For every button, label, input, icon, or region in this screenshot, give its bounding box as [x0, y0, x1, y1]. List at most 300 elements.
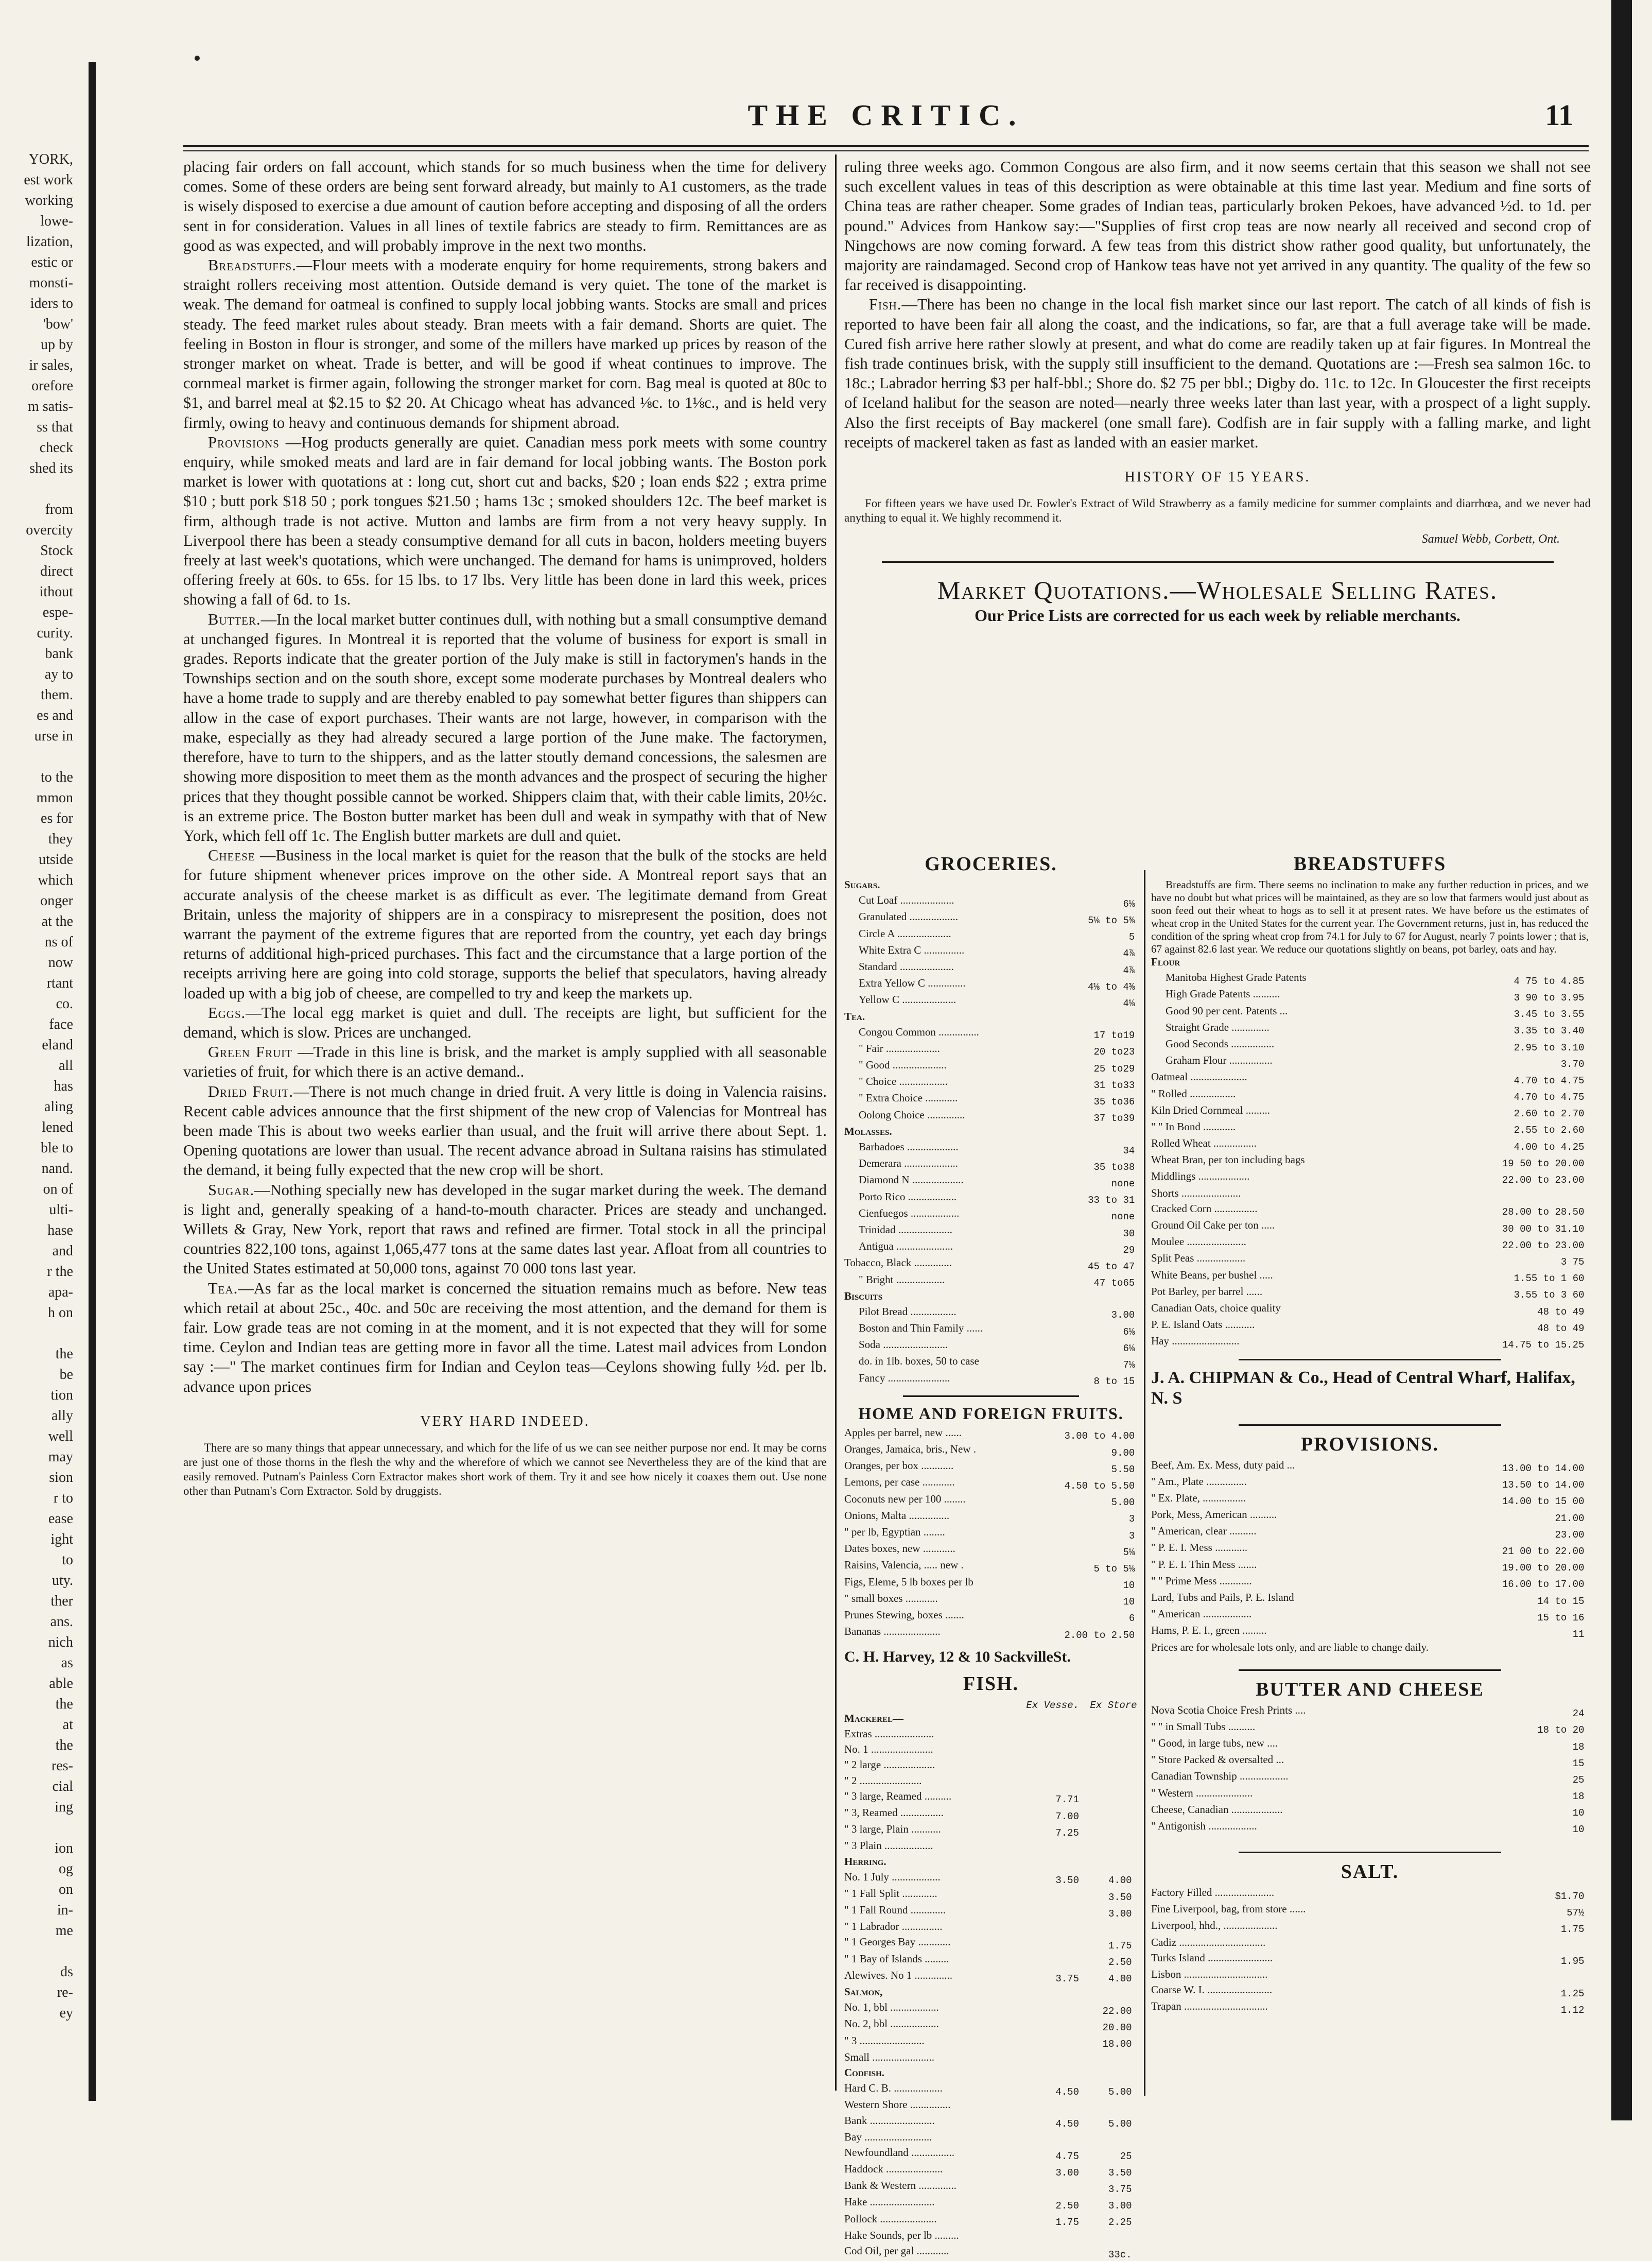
page-number: 11 — [1545, 98, 1573, 132]
price-store: 5.00 — [1108, 2086, 1132, 2098]
paragraph-dried-fruit — [183, 1082, 827, 1180]
price-item: Graham Flour ................ — [1166, 1054, 1273, 1067]
price-row — [844, 1806, 1138, 1823]
price-value: 18 to 20 — [1537, 1724, 1585, 1736]
price-item: " Store Packed & oversalted ... — [1151, 1753, 1284, 1766]
price-item: " Bright .................. — [859, 1273, 945, 1286]
price-row — [1151, 1153, 1589, 1170]
price-item: Hams, P. E. I., green ......... — [1151, 1624, 1267, 1637]
paragraph-butter — [183, 610, 827, 845]
price-row — [1151, 1753, 1589, 1770]
price-store: 3.00 — [1108, 1908, 1132, 1920]
price-item: Boston and Thin Family ...... — [859, 1322, 983, 1335]
price-item: " 1 Bay of Islands ......... — [844, 1952, 949, 1965]
price-row — [844, 1592, 1138, 1609]
price-row — [844, 1141, 1138, 1157]
price-row — [1151, 1071, 1589, 1087]
price-store: 4.00 — [1108, 1875, 1132, 1887]
price-value: 48 to 49 — [1537, 1322, 1585, 1334]
price-value: 3.00 — [1111, 1309, 1135, 1321]
left-gutter-fragments — [0, 0, 77, 2120]
price-row — [844, 1871, 1138, 1887]
gutter-fragment: re- — [57, 1984, 73, 2000]
price-value: 13.00 to 14.00 — [1502, 1463, 1585, 1475]
gutter-fragment: they — [48, 831, 73, 847]
price-item: Tea. — [844, 1010, 865, 1023]
price-item: " Antigonish .................. — [1151, 1819, 1257, 1832]
rule — [1239, 1669, 1501, 1671]
price-row — [844, 1493, 1138, 1509]
price-value: 2.60 to 2.70 — [1514, 1108, 1585, 1120]
price-item: " Good .................... — [859, 1059, 947, 1072]
price-store: 4.00 — [1108, 1973, 1132, 1985]
gutter-fragment: curity. — [37, 625, 73, 641]
price-item: Pilot Bread ................. — [859, 1305, 957, 1318]
fish-col-store: Ex Store — [1090, 1700, 1137, 1712]
price-row — [844, 1092, 1138, 1108]
gutter-fragment: ther — [50, 1593, 73, 1609]
price-row — [844, 1443, 1138, 1459]
price-value: 16.00 to 17.00 — [1502, 1579, 1585, 1591]
gutter-fragment: ally — [51, 1408, 73, 1424]
price-row — [1151, 1318, 1589, 1335]
price-row — [1151, 1575, 1589, 1591]
price-item: " Choice .................. — [859, 1075, 948, 1088]
price-value: 19 50 to 20.00 — [1502, 1158, 1585, 1169]
gutter-fragment: the — [55, 1696, 73, 1712]
price-value: 20 to23 — [1093, 1046, 1135, 1058]
fish-col-header — [844, 1698, 1138, 1712]
price-store: 20.00 — [1102, 2022, 1132, 2033]
price-item: Lard, Tubs and Pails, P. E. Island — [1151, 1591, 1294, 1603]
price-value: 22.00 to 23.00 — [1502, 1239, 1585, 1251]
price-row — [1151, 1968, 1589, 1983]
gutter-fragment: which — [38, 872, 73, 888]
price-item: Prunes Stewing, boxes ....... — [844, 1608, 964, 1621]
price-value: 37 to39 — [1093, 1113, 1135, 1125]
gutter-fragment: may — [48, 1449, 73, 1465]
price-item: Diamond N ................... — [859, 1173, 964, 1186]
groceries-title: GROCERIES. — [925, 853, 1057, 875]
price-store: 25 — [1120, 2150, 1132, 2162]
gutter-fragment: ans. — [50, 1614, 73, 1630]
price-row — [844, 1059, 1138, 1075]
price-value: 9.00 — [1111, 1447, 1135, 1459]
price-row — [1151, 1475, 1589, 1492]
price-item: Shorts ...................... — [1151, 1186, 1241, 1199]
price-row — [844, 1936, 1138, 1952]
price-item: Bay ......................... — [844, 2130, 932, 2143]
price-row — [1151, 1903, 1589, 1919]
butter-title: BUTTER AND CHEESE — [1256, 1678, 1484, 1700]
price-value: 6⅛ — [1123, 1326, 1135, 1338]
provisions-note: Prices are for wholesale lots only, and are liable to change daily. — [1151, 1641, 1429, 1653]
gutter-fragment: m satis- — [28, 399, 73, 415]
fruits-dealer: C. H. Harvey, 12 & 10 SackvilleSt. — [844, 1648, 1071, 1666]
price-item: " P. E. I. Mess ............ — [1151, 1541, 1248, 1554]
gutter-fragment: tion — [50, 1387, 73, 1403]
price-item: Extra Yellow C .............. — [859, 977, 966, 990]
price-item: Flour — [1151, 956, 1180, 968]
price-item: Molasses. — [844, 1125, 892, 1137]
gutter-fragment: r the — [47, 1264, 73, 1280]
heading-green-fruit: Green Fruit — [208, 1043, 292, 1061]
column-2 — [844, 157, 1591, 625]
price-value: 6⅛ — [1123, 1342, 1135, 1354]
gutter-fragment: to — [62, 1552, 73, 1568]
column-rule-1 — [835, 154, 837, 2091]
price-item: " 3 ........................ — [844, 2034, 925, 2047]
gutter-fragment: the — [55, 1346, 73, 1362]
price-row — [1151, 1525, 1589, 1541]
price-row — [1151, 1936, 1589, 1952]
price-row — [844, 2163, 1138, 2179]
paragraph-tea — [183, 1279, 827, 1396]
price-value: 30 — [1123, 1228, 1135, 1239]
price-row — [1151, 1302, 1589, 1318]
price-item: Pollock ..................... — [844, 2212, 937, 2225]
price-item: Dates boxes, new ............ — [844, 1542, 955, 1555]
text-dried-fruit: —There is not much change in dried fruit. A very little is doing in Valencia raisins. Recent cable advices announce that the first shipment of the new crop of Valencias for Montreal has been made This is about two weeks earlier than usual, and the fruit will arrive there about Sept. 1. Opening quotations are lower than usual. The recent advance abroad in Sultana raisins has stimulated the demand, it being fully expected that the new crop will be short. — [183, 1082, 827, 1179]
price-row — [1151, 1983, 1589, 2000]
price-row — [844, 1758, 1138, 1774]
price-store: 1.75 — [1108, 1940, 1132, 1952]
price-value: 18 — [1572, 1791, 1585, 1803]
text-sugar: —Nothing specially new has developed in the sugar market during the week. The demand is light and, generally speaking of a hand-to-mouth character. Prices are steady and unchanged. Willets & Gray, New York, report that raws and refined are firmer. Total stock in all the principal countries 822,100 tons, against 1,065,477 tons at the same dates last year. Afloat from all countries to the United States estimated at 50,000 tons, against 70 000 tons last year. — [183, 1181, 827, 1278]
price-store: 3.50 — [1108, 2167, 1132, 2179]
price-row — [1151, 1952, 1589, 1968]
price-item: Lisbon ............................... — [1151, 1968, 1268, 1980]
price-item: Coarse W. I. ........................ — [1151, 1983, 1273, 1996]
gutter-fragment: sion — [49, 1470, 73, 1486]
price-item: Oranges, per box ............ — [844, 1459, 954, 1472]
gutter-fragment: shed its — [29, 460, 73, 476]
price-item: Hake ........................ — [844, 2196, 935, 2208]
price-value: 47 to65 — [1093, 1278, 1135, 1289]
gutter-fragment: as — [61, 1655, 73, 1671]
gutter-fragment: espe- — [42, 605, 73, 620]
binding-edge-right — [1611, 0, 1632, 2120]
gutter-fragment: overcity — [26, 522, 73, 538]
paragraph-tea-cont: ruling three weeks ago. Common Congous are also firm, and it now seems certain that this season we shall not see such excellent values in teas of this description as were obtainable at this time last year. Medium and fine sorts of China teas are rather cheaper. Some grades of Indian teas, particularly broken Pekoes, have advanced ½d. to 1d. per pound." Advices from Hankow say:—"Supplies of first crop teas are now nearly all received and second crop of Ningchows are now coming forward. A few teas from this district show rather good quality, but unfortunately, the majority are raindamaged. Second crop of Hankow teas have not yet arrived in any quantity. The quality of the few so far received is disappointing. — [844, 158, 1591, 294]
gutter-fragment: at — [62, 1717, 73, 1733]
price-row — [844, 1256, 1138, 1273]
price-row — [844, 1969, 1138, 1986]
price-value: 22.00 to 23.00 — [1502, 1175, 1585, 1186]
price-item: " " In Bond ............ — [1151, 1120, 1236, 1133]
notice-body-corn: There are so many things that appear unnecessary, and which for the life of us we can see neither purpose nor end. It may be corns are just one of those thorns in the flesh the why and the wherefore of which we cannot see Nevertheless they are of the kind that are easily removed. Putnam's Painless Corn Extractor makes short work of them. Try it and see how nicely it coaxes them out. Use none other than Putnam's Corn Extractor. Sold by druggists. — [183, 1441, 827, 1497]
gutter-fragment: aling — [44, 1099, 73, 1115]
provisions-list — [1151, 1459, 1589, 1641]
price-value: 11 — [1572, 1628, 1585, 1640]
gutter-fragment: ey — [59, 2005, 73, 2021]
price-row — [1151, 1335, 1589, 1351]
price-item: Coconuts new per 100 ........ — [844, 1492, 966, 1505]
price-row — [1151, 1803, 1589, 1820]
text-eggs: —The local egg market is quiet and dull. The receipts are light, but sufficient for the demand, which is slow. Prices are unchanged. — [183, 1004, 827, 1041]
text-provisions: —Hog products generally are quiet. Canadian mess pork meets with some country enquiry, while smoked meats and lard are in fair demand for local jobbing wants. The Boston pork market is lower with quotations at : long cut, short cut and backs, $20 ; loan ends $22 ; extra prime $10 ; butt pork $18 50 ; pork tongues $21.50 ; hams 13c ; smoked shoulders 12c. The beef market is firm, although trade is not active. Mutton and lambs are firm from a not very heavy supply. In Liverpool there has been a steady consumptive demand for all cuts in bacon, holders meeting buyers freely at last week's quotations, which were unchanged. The demand for hams is unimproved, holders offering freely at 60s. to 65s. for 15 lbs. to 17 lbs. Very little has been done in lard this week, prices showing a fall of 6d. to 1s. — [183, 433, 827, 609]
heading-sugar: Sugar. — [208, 1181, 255, 1199]
gutter-fragment: and — [52, 1243, 73, 1259]
breadstuffs-title: BREADSTUFFS — [1293, 853, 1447, 875]
price-row — [1151, 956, 1589, 971]
price-row — [844, 910, 1138, 927]
gutter-fragment: ble to — [41, 1140, 73, 1156]
price-row — [844, 2229, 1138, 2245]
gutter-fragment: at the — [41, 913, 73, 929]
price-value: 35 to36 — [1093, 1096, 1135, 1108]
price-value: 4⅛ — [1123, 997, 1135, 1009]
heading-tea: Tea. — [208, 1279, 238, 1297]
price-item: Ground Oil Cake per ton ..... — [1151, 1219, 1275, 1231]
price-value: 3.45 to 3.55 — [1514, 1009, 1585, 1021]
gutter-fragment: h on — [48, 1305, 73, 1321]
heading-cheese: Cheese — [208, 847, 255, 865]
gutter-fragment — [0, 1323, 77, 1344]
price-row — [1151, 1137, 1589, 1153]
price-vessel: 3.00 — [1055, 2167, 1079, 2179]
price-value: 3.35 to 3.40 — [1514, 1025, 1585, 1037]
price-row — [844, 1476, 1138, 1492]
fruits-list — [844, 1426, 1138, 1642]
paragraph-fish — [844, 295, 1591, 452]
rule — [1239, 1424, 1501, 1426]
price-item: " Western ..................... — [1151, 1786, 1253, 1799]
price-value: 6 — [1128, 1613, 1135, 1625]
column-1 — [183, 157, 827, 1498]
price-row — [1151, 1820, 1589, 1836]
gutter-fragment: to the — [41, 769, 73, 785]
heading-fish: Fish. — [869, 296, 902, 314]
salt-title: SALT. — [1341, 1861, 1399, 1883]
price-row — [1151, 988, 1589, 1004]
gutter-fragment: 'bow' — [43, 316, 73, 332]
price-value: 57½ — [1567, 1907, 1585, 1919]
price-item: White Beans, per bushel ..... — [1151, 1268, 1273, 1281]
price-item: Oolong Choice .............. — [859, 1108, 965, 1121]
price-row — [844, 1743, 1138, 1758]
price-item: Demerara .................... — [859, 1157, 959, 1170]
price-item: Small ....................... — [844, 2050, 935, 2063]
price-row — [1151, 1591, 1589, 1608]
price-row — [844, 1372, 1138, 1388]
price-value: $1.70 — [1555, 1890, 1585, 1902]
price-value: 33 to 31 — [1088, 1195, 1135, 1206]
price-item: Lemons, per case ............ — [844, 1476, 955, 1489]
price-row — [1151, 1021, 1589, 1038]
price-item: Onions, Malta ............... — [844, 1509, 950, 1522]
price-row — [844, 1728, 1138, 1743]
price-row — [844, 1273, 1138, 1290]
gutter-fragment: all — [59, 1058, 73, 1074]
price-item: Beef, Am. Ex. Mess, duty paid ... — [1151, 1458, 1295, 1471]
price-item: Soda ........................ — [859, 1338, 948, 1351]
price-value: 2.00 to 2.50 — [1064, 1629, 1135, 1641]
price-value: 3 90 to 3.95 — [1514, 992, 1585, 1004]
price-value: 19.00 to 20.00 — [1502, 1562, 1585, 1574]
price-row — [844, 1075, 1138, 1092]
price-value: 5.00 — [1111, 1497, 1135, 1509]
price-item: Bank & Western .............. — [844, 2179, 957, 2192]
price-value: 18 — [1572, 1741, 1585, 1753]
price-item: Cracked Corn ................ — [1151, 1202, 1258, 1215]
gutter-fragment: r to — [53, 1490, 73, 1506]
price-row — [1151, 1120, 1589, 1137]
heading-dried-fruit: Dried Fruit. — [208, 1082, 293, 1100]
price-row — [1151, 1787, 1589, 1803]
price-row — [1151, 1704, 1589, 1720]
price-item: Porto Rico .................. — [859, 1190, 957, 1203]
notice-title-hard: VERY HARD INDEED. — [420, 1413, 590, 1429]
price-store: 33c. — [1108, 2249, 1132, 2260]
gutter-fragment: iders to — [30, 296, 73, 312]
price-row — [844, 1542, 1138, 1559]
price-row — [1151, 971, 1589, 988]
price-value: 29 — [1123, 1244, 1135, 1256]
price-item: " 2 large ................... — [844, 1758, 935, 1771]
price-row — [844, 2146, 1138, 2163]
price-item: High Grade Patents .......... — [1166, 988, 1280, 1000]
gutter-fragment: direct — [40, 563, 73, 579]
price-item: " " Prime Mess ............ — [1151, 1574, 1252, 1587]
price-value: 15 — [1572, 1757, 1585, 1769]
price-item: Newfoundland ................ — [844, 2146, 955, 2159]
price-item: Hard C. B. .................. — [844, 2082, 943, 2095]
notice-body-strawberry: For fifteen years we have used Dr. Fowler's Extract of Wild Strawberry as a family medicine for summer complaints and diarrhœa, and we never had anything to equal it. We highly recommend it. — [844, 497, 1591, 525]
price-value: 5 — [1128, 931, 1135, 943]
price-row — [844, 2213, 1138, 2229]
price-row — [1151, 1508, 1589, 1525]
price-value: 4.50 to 5.50 — [1064, 1480, 1135, 1492]
price-item: " 3 Plain .................. — [844, 1839, 933, 1852]
gutter-fragment: apa- — [48, 1284, 73, 1300]
price-item: " 3 large, Plain ........... — [844, 1823, 941, 1836]
market-title: Market Quotations.—Wholesale Selling Rates. — [937, 576, 1498, 605]
price-item: " Rolled ................. — [1151, 1087, 1236, 1100]
market-rule — [882, 561, 1554, 563]
price-row — [844, 1790, 1138, 1806]
price-item: Salmon, — [844, 1986, 883, 1998]
price-item: Turks Island ........................ — [1151, 1951, 1273, 1964]
price-vessel: 7.00 — [1055, 1810, 1079, 1822]
notice-signature: Samuel Webb, Corbett, Ont. — [1421, 532, 1560, 546]
price-value: 1.12 — [1560, 2004, 1585, 2016]
gutter-fragment: bank — [45, 646, 73, 662]
price-value: 5⅛ — [1123, 1546, 1135, 1558]
price-row — [1151, 1720, 1589, 1737]
price-value: 21 00 to 22.00 — [1502, 1546, 1585, 1558]
price-value: 30 00 to 31.10 — [1502, 1223, 1585, 1235]
price-item: " 1 Fall Round ............. — [844, 1904, 946, 1917]
market-subtitle: Our Price Lists are corrected for us each week by reliable merchants. — [975, 606, 1460, 625]
gutter-fragment: ease — [48, 1511, 73, 1527]
price-item: Pot Barley, per barrel ...... — [1151, 1285, 1263, 1298]
price-row — [844, 1839, 1138, 1855]
gutter-fragment: me — [55, 1923, 73, 1939]
price-item: Extras ...................... — [844, 1728, 934, 1740]
gutter-fragment: ay to — [44, 666, 73, 682]
salt-list — [1151, 1886, 1589, 2017]
price-row — [1151, 1038, 1589, 1054]
price-item: Oatmeal ..................... — [1151, 1071, 1247, 1083]
price-item: Hake Sounds, per lb ......... — [844, 2229, 959, 2241]
price-value: 1.55 to 1 60 — [1514, 1273, 1585, 1285]
price-value: 21.00 — [1555, 1512, 1585, 1524]
paragraph-intro: placing fair orders on fall account, which stands for so much business when the time for delivery comes. Some of these orders are being sent forward already, but mainly to A1 customers, as the trade is wisely disposed to exercise a due amount of caution before accepting and disposing of all the orders sent in for consideration. Values in all lines of textile fabrics are steady to firm. Remittances are as good as was expected, and will probably improve in the next two months. — [183, 158, 827, 254]
price-row — [844, 2114, 1138, 2131]
price-row — [844, 1426, 1138, 1443]
price-item: Codfish. — [844, 2066, 884, 2079]
price-store: 3.75 — [1108, 2183, 1132, 2195]
gutter-fragment: ds — [60, 1964, 73, 1980]
price-value: 6⅛ — [1123, 898, 1135, 910]
text-cheese: —Business in the local market is quiet for the reason that the bulk of the stocks are held for future shipment whenever prices improve on the other side. A Montreal report says that an accurate analysis of the cheese market is as difficult as ever. The legitimate demand from Great Britain, unless the majority of shippers are in a conspiracy to misrepresent the position, does not warrant the payment of the extreme figures that are reported from the country, yet each day brings returns of additional high-priced purchases. This fact and the circumstance that a large portion of the receipts arriving here are going into cold storage, supports the belief that speculators, having already loaded up with a big job of cheese, are compelled to try and keep the markets up. — [183, 847, 827, 1002]
price-item: Cheese, Canadian ................... — [1151, 1803, 1283, 1816]
price-row — [1151, 1170, 1589, 1186]
price-item: Cut Loaf .................... — [859, 894, 954, 907]
price-row — [844, 1042, 1138, 1059]
gutter-fragment: in- — [57, 1902, 73, 1918]
fish-title: FISH. — [963, 1673, 1019, 1695]
price-item: Biscuits — [844, 1289, 883, 1302]
gutter-fragment: ulti- — [49, 1202, 73, 1218]
text-tea: —As far as the local market is concerned the situation remains much as before. New teas which retail at about 25c., 40c. and 50c are receiving the most attention, and the demand for them is fair. Low grade teas are not coming in at the moment, and it is not expected that they will for some time. Ceylon and Indian teas are getting more in favor all the time. Latest mail advices from London say :—" The market continues firm for Indian and Ceylon teas—Ceylons showing fully ½d. per lb. advance upon prices — [183, 1279, 827, 1395]
price-item: Moulee ...................... — [1151, 1235, 1246, 1248]
price-row — [844, 878, 1138, 894]
price-item: Good Seconds ................ — [1166, 1037, 1275, 1050]
price-item: Fancy ....................... — [859, 1371, 950, 1384]
gutter-fragment: og — [59, 1861, 73, 1877]
prices-left — [844, 850, 1138, 2261]
gutter-fragment: hase — [47, 1222, 73, 1238]
price-item: Middlings ................... — [1151, 1170, 1250, 1183]
breadstuffs-dealer: J. A. CHIPMAN & Co., Head of Central Wharf, Halifax, N. S — [1151, 1368, 1575, 1408]
price-row — [844, 993, 1138, 1010]
price-vessel: 7.71 — [1055, 1794, 1079, 1806]
price-item: " " in Small Tubs .......... — [1151, 1720, 1256, 1733]
price-value: 8 to 15 — [1093, 1376, 1135, 1388]
price-value: 45 to 47 — [1088, 1261, 1135, 1272]
price-value: 1.95 — [1560, 1956, 1585, 1967]
price-item: Barbadoes ................... — [859, 1141, 959, 1153]
fruits-title: HOME AND FOREIGN FRUITS. — [858, 1404, 1124, 1423]
price-item: " Ex. Plate, ................ — [1151, 1491, 1246, 1504]
price-item: " P. E. I. Thin Mess ....... — [1151, 1558, 1257, 1570]
heading-eggs: Eggs. — [208, 1004, 246, 1022]
gutter-fragment — [0, 479, 77, 499]
gutter-fragment: urse in — [34, 728, 73, 744]
price-row — [1151, 1187, 1589, 1202]
price-item: Tobacco, Black .............. — [844, 1256, 952, 1269]
gutter-fragment: able — [49, 1676, 73, 1692]
gutter-fragment: ithout — [39, 584, 73, 600]
price-item: Cod Oil, per gal ............ — [844, 2245, 949, 2257]
price-row — [844, 1855, 1138, 1871]
price-item: Yellow C .................... — [859, 993, 957, 1006]
price-row — [844, 1010, 1138, 1026]
price-store: 2.50 — [1108, 1957, 1132, 1969]
price-value: 3.00 to 4.00 — [1064, 1430, 1135, 1442]
price-item: " Fair .................... — [859, 1042, 940, 1055]
gutter-fragment: working — [25, 193, 73, 209]
page-title: THE CRITIC. — [747, 98, 1024, 132]
price-row — [844, 894, 1138, 910]
gutter-fragment: on of — [43, 1181, 73, 1197]
price-row — [844, 1109, 1138, 1125]
price-row — [1151, 1541, 1589, 1558]
price-value: none — [1111, 1211, 1135, 1223]
header-rule-bottom — [183, 150, 1589, 151]
